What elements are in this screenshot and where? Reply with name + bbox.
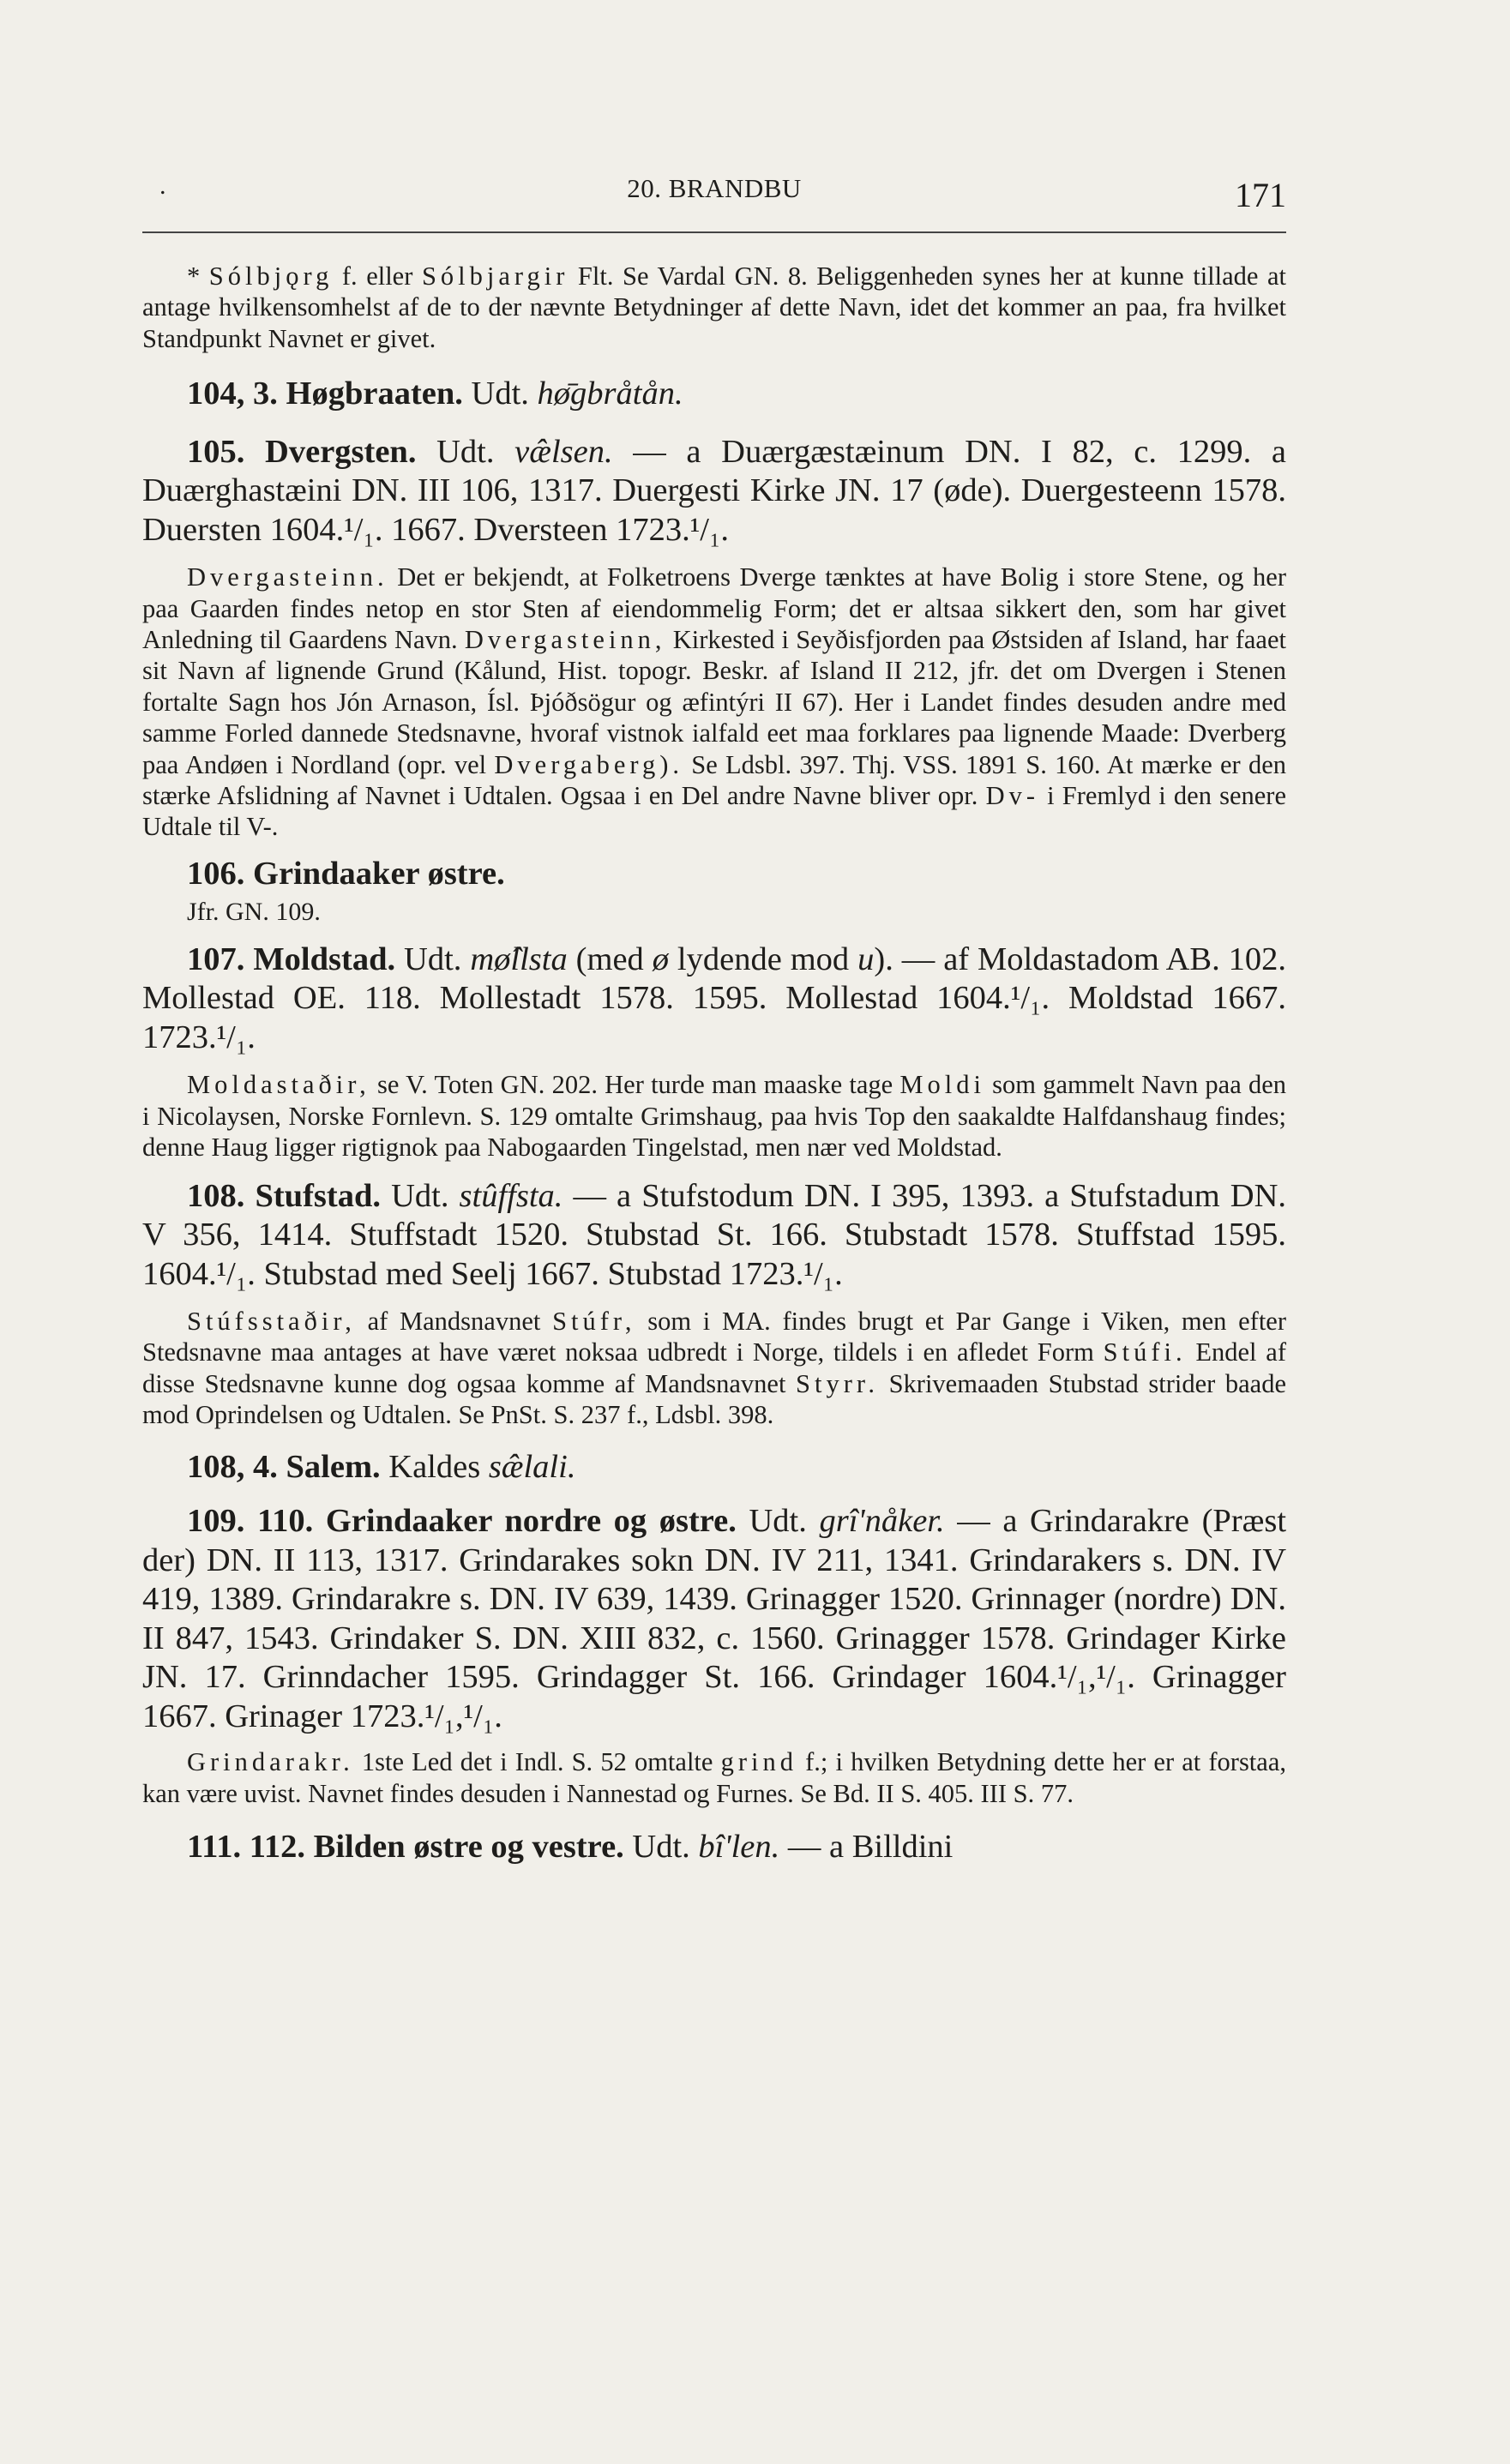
entry-text: — a Duærgæstæinum DN. I 82, c. 1299. a Duærghastæini DN. III 106, 1317. Duergesti Kirke JN. 17 (øde). Duergesteenn 1578. Duersten 1604.¹/₁. 1667. Dversteen 1723.¹/₁.	[142, 433, 1287, 548]
entry-104	[142, 375, 1286, 414]
farm-name: Salem.	[286, 1448, 381, 1485]
pronunciation: stûffsta.	[459, 1177, 563, 1214]
note-109	[142, 1746, 1286, 1809]
entry-text: Udt.	[623, 1828, 699, 1865]
pronunciation: bî'len.	[698, 1828, 780, 1865]
old-name-form: Stúfsstaðir,	[187, 1307, 356, 1336]
entry-text: — a Billdini	[779, 1828, 954, 1865]
old-name-form: Stúfr,	[552, 1307, 636, 1336]
entry-text: ø	[652, 941, 669, 977]
entry-text: u	[857, 941, 875, 977]
entry-text: — a Stufstodum DN. I 395, 1393. a Stufstadum DN. V 356, 1414. Stuffstadt 1520. Stubstad St. 166. Stubstadt 1578. Stuffstad 1595. 1604.¹/₁. Stubstad med Seelj 1667. Stubstad 1723.¹/₁.	[142, 1177, 1287, 1292]
entry-text: (med	[567, 941, 653, 977]
pronunciation: hø̄gbråtån.	[537, 376, 683, 412]
note-text: Kirkested i Seyðisfjorden paa Østsiden af Island, har faaet sit Navn af lignende Grund (Kålund, Hist. topogr. Beskr. af Island II 212, jfr. det om Dvergen i Stenen fortalte Sagn hos Jón Arnason, Ísl. Þjóðsögur og æfintýri II 67). Her i Landet findes desuden andre med samme Forled dannede Stedsnavne, hvoraf vistnok ialfald eet maa forklares paa lignende Maade: Dverberg paa Andøen i Nordland (opr. vel	[142, 625, 1286, 779]
note-106: Jfr. GN. 109.	[187, 898, 321, 927]
note-text: Det er bekjendt, at Folketroens Dverge tænktes at have Bolig i store Stene, og her paa Gaarden findes netop en stor Sten af eiendommelig Form; det er altsaa sikkert den, som har givet Anledning til Gaardens Navn.	[142, 562, 1286, 655]
entry-text: Udt.	[416, 433, 515, 470]
entry-107	[142, 941, 1286, 1058]
entry-109-110	[142, 1502, 1286, 1736]
entry-number: 108, 4.	[187, 1448, 278, 1485]
old-name-form: Moldi	[899, 1070, 985, 1100]
old-name-form: Dvergasteinn.	[187, 562, 388, 592]
page-header	[142, 163, 1286, 233]
entry-108-4	[142, 1448, 1286, 1487]
note-107	[142, 1069, 1286, 1163]
farm-name: Grindaaker nordre og østre.	[325, 1503, 737, 1540]
note-text: f.; i hvilken Betydning dette her er at forstaa, kan være uvist. Navnet findes desuden i Nannestad og Furnes. Se Bd. II S. 405. III S. 77.	[142, 1747, 1286, 1808]
entry-number: 105.	[187, 433, 245, 470]
note-text: som gammelt Navn paa den i Nicolaysen, Norske Fornlevn. S. 129 omtalte Grimshaug, paa hvis Top den saakaldte Halfdanshaug findes; denne Haug ligger rigtignok paa Nabogaarden Tingelstad, men nær ved Moldstad.	[142, 1070, 1286, 1163]
note-text: af Mandsnavnet	[355, 1307, 553, 1336]
entry-number: 106.	[187, 855, 245, 892]
farm-name: Grindaaker østre.	[253, 855, 505, 892]
entry-number: 108.	[187, 1177, 245, 1214]
old-name-form: Sólbjǫrg	[208, 261, 334, 291]
old-name-form: Dvergasteinn,	[464, 625, 666, 655]
entry-105	[142, 433, 1286, 550]
farm-name: Stufstad.	[255, 1177, 382, 1214]
note-text: Endel af disse Stedsnavne kunne dog ogsaa komme af Mandsnavnet	[142, 1337, 1286, 1398]
intro-text: *	[187, 261, 209, 291]
old-name-form: Sólbjargir	[421, 261, 569, 291]
note-text: 1ste Led det i Indl. S. 52 omtalte	[353, 1747, 721, 1777]
entry-number: 111. 112.	[187, 1828, 306, 1865]
entry-text: Udt.	[381, 1177, 460, 1214]
page	[142, 163, 1286, 1866]
note-text: se V. Toten GN. 202. Her turde man maaske tage	[370, 1070, 900, 1100]
old-name-form: Dvergaberg).	[494, 749, 684, 779]
page-number: 171	[1235, 176, 1286, 214]
note-108	[142, 1306, 1286, 1431]
pronunciation: mø̂llsta	[470, 941, 568, 977]
entry-number: 107.	[187, 941, 245, 977]
old-name-form: Styrr.	[796, 1368, 879, 1398]
entry-text: Udt.	[462, 376, 538, 412]
pronunciation: sæ̂lali.	[488, 1448, 576, 1485]
note-text: Se Ldsbl. 397. Thj. VSS. 1891 S. 160. At mærke er den stærke Afslidning af Navnet i Udtalen. Ogsaa i en Del andre Navne bliver opr.	[142, 749, 1287, 811]
farm-name: Moldstad.	[253, 941, 396, 977]
intro-text: f. eller	[333, 261, 422, 291]
entry-text: — a Grindarakre (Præst der) DN. II 113, 1317. Grindarakes sokn DN. IV 211, 1341. Grindarakers s. DN. IV 419, 1389. Grindarakre s. DN. IV 639, 1439. Grinagger 1520. Grinnager (nordre) DN. II 847, 1543. Grindaker S. DN. XIII 832, c. 1560. Grinagger 1578. Grindager Kirke JN. 17. Grinndacher 1595. Grindagger St. 166. Grindager 1604.¹/₁,¹/₁. Grinagger 1667. Grinager 1723.¹/₁,¹/₁.	[142, 1503, 1287, 1734]
intro-text: Flt. Se Vardal GN. 8. Beliggenheden synes her at kunne tillade at antage hvilkensomhelst af de to der nævnte Betydninger af dette Navn, idet det kommer an paa, fra hvilket Standpunkt Navnet er givet.	[142, 261, 1287, 353]
entry-number: 109. 110.	[187, 1503, 314, 1540]
intro-paragraph	[142, 261, 1286, 354]
note-text: som i MA. findes brugt et Par Gange i Viken, men efter Stedsnavne maa antages at have været noksaa udbredt i Norge, tildels i en afledet Form	[142, 1307, 1286, 1367]
entry-108	[142, 1177, 1286, 1295]
farm-name: Dvergsten.	[265, 433, 417, 470]
entry-number: 104, 3.	[187, 376, 278, 412]
chapter-title: 20. BRANDBU	[627, 173, 802, 203]
entry-text: Udt.	[736, 1503, 820, 1540]
note-text: Skrivemaaden Stubstad strider baade mod Oprindelsen og Udtalen. Se PnSt. S. 237 f., Ldsbl. 398.	[142, 1368, 1286, 1430]
farm-name: Høgbraaten.	[286, 376, 463, 412]
entry-text: lydende mod	[668, 941, 858, 977]
old-name-form: grind	[720, 1747, 797, 1777]
entry-text: ). — af Moldastadom AB. 102. Mollestad OE. 118. Mollestadt 1578. 1595. Mollestad 1604.¹/₁. Moldstad 1667. 1723.¹/₁.	[142, 941, 1287, 1055]
entry-106	[142, 855, 1286, 894]
entry-111-112	[142, 1828, 1286, 1867]
old-name-form: Dv-	[985, 781, 1039, 811]
old-name-form: Grindarakr.	[187, 1747, 354, 1777]
entry-text: Udt.	[395, 941, 471, 977]
note-105	[142, 562, 1286, 843]
note-text: i Fremlyd i den senere Udtale til V-.	[142, 781, 1286, 842]
old-name-form: Stúfi.	[1103, 1337, 1187, 1367]
farm-name: Bilden østre og vestre.	[313, 1828, 624, 1865]
pronunciation: grî'nåker.	[819, 1503, 945, 1540]
pronunciation: væ̂lsen.	[514, 433, 613, 470]
old-name-form: Moldastaðir,	[187, 1070, 370, 1100]
header-dot: .	[159, 171, 166, 200]
entry-text: Kaldes	[380, 1448, 489, 1485]
